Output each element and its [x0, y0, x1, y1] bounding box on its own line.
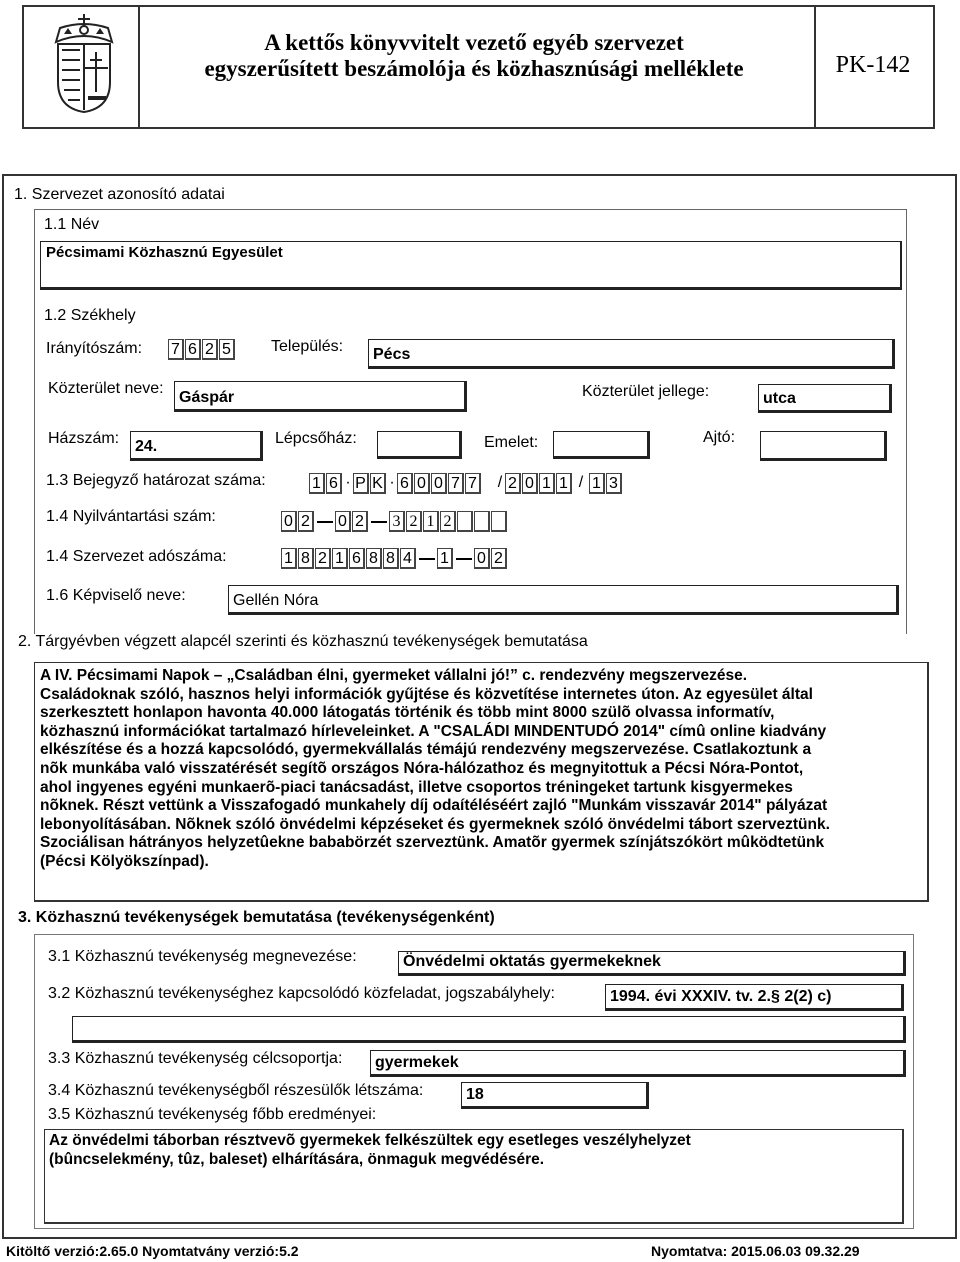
tax-digit: 8: [383, 548, 399, 569]
house-label: Házszám:: [48, 430, 120, 447]
results-text-area[interactable]: [44, 1129, 904, 1224]
name-label: 1.1 Név: [44, 216, 100, 233]
city-label: Település:: [271, 338, 344, 355]
tax-digit: 8: [366, 548, 382, 569]
form-code: PK-142: [835, 52, 911, 78]
registry-digit: 0: [335, 511, 351, 532]
tax-digit: 2: [491, 548, 507, 569]
tax-dash: [456, 558, 472, 560]
decision-char: 3: [606, 473, 622, 494]
street-type-value: utca: [763, 390, 796, 407]
name-field[interactable]: [40, 241, 902, 290]
seat-label: 1.2 Székhely: [44, 307, 136, 324]
registry-digit: 1: [423, 511, 439, 532]
tax-dash: [419, 558, 435, 560]
decision-char: 1: [589, 473, 605, 494]
activities-line: nõknek. Részt vettünk a Visszafogadó munkahely díj odaítéléséért zajló "Munkám visszavár 2014" pályázat: [40, 797, 828, 815]
public-task-label: 3.2 Közhasznú tevékenységhez kapcsolódó közfeladat, jogszabályhely:: [48, 985, 555, 1002]
stair-label: Lépcsőház:: [275, 430, 357, 447]
street-value: Gáspár: [179, 389, 235, 406]
results-label: 3.5 Közhasznú tevékenység főbb eredményei:: [48, 1106, 377, 1123]
registry-digit: 3: [389, 511, 405, 532]
decision-char: 6: [326, 473, 342, 494]
activities-text-area[interactable]: [34, 662, 929, 902]
zip-digit: 6: [185, 339, 201, 360]
decision-char: 1: [309, 473, 325, 494]
door-label: Ajtó:: [703, 429, 736, 446]
form-title-line1: A kettős könyvvitelt vezető egyéb szervezet: [264, 30, 684, 55]
activities-line: Családoknak szóló, hasznos helyi információk gyűjtése és közvetítése internetes úton. Az egyesület által: [40, 685, 813, 703]
street-label: Közterület neve:: [48, 380, 164, 397]
street-type-label: Közterület jellege:: [582, 383, 710, 400]
activities-line: elkészítése és a hozzá kapcsolódó, gyermekvállalás témájú rendezvény megszervezése. Csatlakoztunk a: [40, 741, 812, 759]
activities-line: (Pécsi Kölyökszínpad).: [40, 852, 209, 870]
activities-line: közhasznú információkat tartalmazó hírleveleinket. A "CSALÁDI MINDENTUDÓ 2014" címû online kiadvány: [40, 722, 827, 740]
zip-digit: 5: [219, 339, 235, 360]
participant-count-label: 3.4 Közhasznú tevékenységből részesülők létszáma:: [48, 1082, 424, 1099]
form-title-line2: egyszerűsített beszámolója és közhasznúsági melléklete: [204, 56, 744, 81]
footer-printed: Nyomtatva: 2015.06.03 09.32.29: [651, 1243, 860, 1259]
registry-digit: 2: [406, 511, 422, 532]
participant-count-value: 18: [466, 1086, 484, 1103]
registry-dash: [371, 521, 387, 523]
public-task-extra-field[interactable]: [72, 1016, 906, 1043]
registry-digit: 0: [281, 511, 297, 532]
door-field[interactable]: [760, 431, 887, 461]
decision-char: K: [370, 473, 386, 494]
participant-count-field[interactable]: [461, 1082, 649, 1109]
tax-number-boxes[interactable]: [281, 548, 508, 569]
zip-label: Irányítószám:: [46, 340, 143, 357]
target-group-field[interactable]: [370, 1050, 906, 1077]
stair-field[interactable]: [377, 431, 462, 459]
section2-heading: 2. Tárgyévben végzett alapcél szerinti és közhasznú tevékenységek bemutatása: [18, 633, 588, 650]
results-line: Az önvédelmi táborban résztvevõ gyermekek felkészültek egy esetleges veszélyhelyzet: [49, 1132, 691, 1149]
activities-line: lebonyolításában. Nõknek szóló önvédelmi képzéseket és gyermeknek szóló önvédelmi tábort szerveztünk.: [40, 815, 830, 833]
city-value: Pécs: [373, 346, 411, 363]
decision-number-boxes[interactable]: [309, 473, 623, 494]
decision-label: 1.3 Bejegyző határozat száma:: [46, 472, 266, 489]
house-value: 24.: [135, 438, 158, 455]
form-title: [138, 30, 810, 82]
decision-separator: ·: [345, 474, 351, 491]
rep-field[interactable]: [228, 585, 899, 615]
rep-label: 1.6 Képviselő neve:: [46, 587, 186, 604]
registry-digit: [474, 511, 490, 532]
registry-digit: 2: [298, 511, 314, 532]
tax-digit: 8: [298, 548, 314, 569]
decision-char: 0: [522, 473, 538, 494]
registry-label: 1.4 Nyilvántartási szám:: [46, 508, 216, 525]
name-value: Pécsimami Közhasznú Egyesület: [46, 244, 283, 261]
street-field[interactable]: [174, 381, 467, 412]
zip-code-boxes[interactable]: [168, 339, 236, 360]
tax-digit: 2: [315, 548, 331, 569]
section3-heading: 3. Közhasznú tevékenységek bemutatása (tevékenységenként): [18, 909, 495, 926]
street-type-field[interactable]: [758, 384, 892, 413]
tax-digit: 0: [474, 548, 490, 569]
section1-heading: 1. Szervezet azonosító adatai: [14, 186, 225, 203]
activities-line: A IV. Pécsimami Napok – „Családban élni, gyermeket vállalni jó!” c. rendezvény megszervezése.: [40, 667, 748, 684]
decision-char: 1: [539, 473, 555, 494]
target-group-label: 3.3 Közhasznú tevékenység célcsoportja:: [48, 1050, 343, 1067]
activity-name-label: 3.1 Közhasznú tevékenység megnevezése:: [48, 948, 357, 965]
tax-digit: 1: [332, 548, 348, 569]
city-field[interactable]: [368, 339, 895, 369]
activity-name-value: Önvédelmi oktatás gyermekeknek: [403, 953, 661, 970]
floor-label: Emelet:: [484, 434, 539, 451]
floor-field[interactable]: [553, 431, 650, 459]
decision-char: 6: [397, 473, 413, 494]
target-group-value: gyermekek: [375, 1054, 459, 1071]
rep-value: Gellén Nóra: [233, 592, 319, 609]
decision-char: 2: [505, 473, 521, 494]
activities-line: nõk munkába való visszatérését segítõ országos Nóra-hálózathoz és megnyitottuk a Pécsi Nóra-Pontot,: [40, 759, 804, 777]
hungarian-coat-of-arms-icon: [44, 8, 124, 118]
activity-name-field[interactable]: [398, 951, 906, 976]
decision-char: 0: [431, 473, 447, 494]
tax-digit: 6: [349, 548, 365, 569]
activities-line: szerkesztett honlapon havonta 40.000 látogatás történik és több mint 8000 szülõ olvassa informatív,: [40, 704, 775, 722]
house-field[interactable]: [130, 431, 263, 461]
registry-digit: [491, 511, 507, 532]
public-task-field[interactable]: [605, 984, 904, 1011]
decision-separator: /: [578, 474, 584, 491]
results-line: (bûncselekmény, tûz, baleset) elhárítására, önmaguk megvédésére.: [49, 1150, 545, 1168]
decision-spacer: [482, 473, 494, 494]
tax-digit: 4: [400, 548, 416, 569]
decision-separator: ·: [389, 474, 395, 491]
decision-char: P: [353, 473, 369, 494]
registry-dash: [317, 521, 333, 523]
zip-digit: 2: [202, 339, 218, 360]
zip-digit: 7: [168, 339, 184, 360]
header-divider: [814, 7, 816, 127]
registry-digit: 2: [440, 511, 456, 532]
registry-digit: 2: [352, 511, 368, 532]
tax-digit: 1: [437, 548, 453, 569]
decision-char: 0: [414, 473, 430, 494]
activities-line: ahol ingyenes egyéni munkaerõ-piaci tanácsadást, illetve csoportos tréningeket tartunk kisgyermekes: [40, 778, 793, 796]
decision-char: 1: [556, 473, 572, 494]
public-task-value: 1994. évi XXXIV. tv. 2.§ 2(2) c): [610, 988, 832, 1005]
decision-char: 7: [448, 473, 464, 494]
tax-digit: 1: [281, 548, 297, 569]
tax-label: 1.4 Szervezet adószáma:: [46, 548, 227, 565]
decision-separator: /: [497, 474, 503, 491]
footer-version: Kitöltő verzió:2.65.0 Nyomtatvány verzió:5.2: [6, 1243, 299, 1259]
activities-line: Szociálisan hátrányos helyzetûekne bababörzét szerveztünk. Amatõr gyermek színjátszókört mûködtetünk: [40, 834, 825, 852]
registry-number-boxes[interactable]: [281, 511, 508, 532]
decision-char: 7: [465, 473, 481, 494]
registry-digit: [457, 511, 473, 532]
